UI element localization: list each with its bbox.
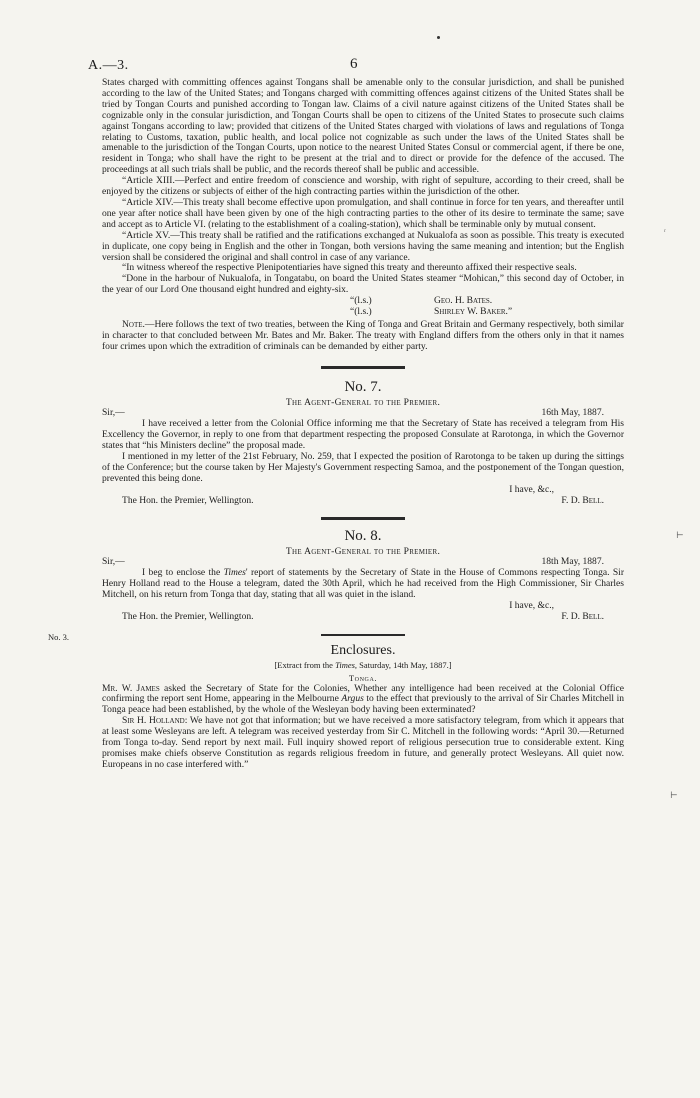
closing: I have, &c., bbox=[509, 600, 554, 612]
note-text: —Here follows the text of two treaties, between the King of Tonga and Great Britain and Germany respectively, both similar in character to that concluded between Mr. Bates and Mr. Baker. The treaty with England differs from the others only in that it names four crimes upon which the extradition of criminals can be demanded by either party. bbox=[102, 318, 624, 352]
section-divider bbox=[102, 362, 624, 373]
section-divider bbox=[102, 513, 624, 524]
seal-line bbox=[102, 307, 624, 318]
note-label: Note. bbox=[122, 318, 145, 330]
closing-line bbox=[102, 496, 624, 507]
salutation: Sir,— bbox=[102, 407, 125, 419]
letter-heading: The Agent-General to the Premier. bbox=[285, 545, 441, 557]
page-number: 6 bbox=[350, 56, 358, 72]
document-reference: A.—3. bbox=[88, 58, 129, 73]
enclosures-title: Enclosures. bbox=[330, 642, 396, 658]
seal-mark: “(l.s.) bbox=[350, 295, 372, 307]
margin-reference: No. 3. bbox=[48, 632, 70, 642]
paragraph-article-xiii: “Article XIII.—Perfect and entire freedom of conscience and worship, with right of sepulture, according to their creed, shall be enjoyed by the citizens or subjects of either of the high contracting parties within the jurisdiction of the other. bbox=[102, 175, 624, 198]
note-paragraph bbox=[102, 320, 624, 353]
addressee: The Hon. the Premier, Wellington. bbox=[122, 610, 254, 622]
ink-dot bbox=[437, 36, 440, 39]
extract-source: [Extract from the Times, Saturday, 14th May, 1887.] bbox=[274, 659, 452, 670]
letter-paragraph: I beg to enclose the Times' report of statements by the Secretary of State in the House of Commons respecting Tonga. Sir Henry Holland read to the House a telegram, dated the 30th April, which he had received from the High Commissioner, Sir Charles Mitchell, on his return from Tonga that day, stating that all was quiet in the island. bbox=[102, 567, 624, 601]
signature: F. D. Bell. bbox=[561, 494, 604, 506]
enclosure-paragraph: Sir H. Holland: We have not got that information; but we have received a more satisfactory telegram, from which it appears that at least some Wesleyans are left. A telegram was received yesterday from Sir C. Mitchell in the following words: “April 30.—Returned from Tonga to-day. Send report by next mail. Full inquiry showed report of religious persecution true to considerable extent. King promises make chiefs observe Constitution as regards religious freedom in future, and generally protect Wesleyans. All quiet now. Europeans in no case interfered with.” bbox=[102, 715, 624, 770]
closing: I have, &c., bbox=[509, 483, 554, 495]
margin-mark: ᵣ bbox=[664, 223, 667, 233]
salutation: Sir,— bbox=[102, 556, 125, 568]
paragraph-witness: “In witness whereof the respective Plenipotentiaries have signed this treaty and thereunto affixed their respective seals. bbox=[122, 262, 577, 274]
signature: F. D. Bell. bbox=[561, 610, 604, 622]
letter-paragraph: I have received a letter from the Colonial Office informing me that the Secretary of State has received a telegram from His Excellency the Governor, in reply to one from that department respecting the proposed Consulate at Rarotonga, in which the Governor states that “his Ministers decline” the proposal made. bbox=[102, 418, 624, 452]
letter-heading: The Agent-General to the Premier. bbox=[285, 396, 441, 408]
signatory-name: Geo. H. Bates. bbox=[434, 295, 493, 307]
margin-mark: ⊢ bbox=[670, 790, 678, 800]
enclosure-paragraph: Mr. W. James asked the Secretary of State for the Colonies, Whether any intelligence had been received at the Colonial Office confirming the report sent Home, appearing in the Melbourne Argus to the effect that previously to the arrival of Sir Charles Mitchell in Tonga peace had been established, by the whole of the Wesleyan body having been exterminated? bbox=[102, 682, 624, 716]
addressee: The Hon. the Premier, Wellington. bbox=[122, 494, 254, 506]
section-divider bbox=[102, 629, 624, 640]
letter-date: 18th May, 1887. bbox=[541, 556, 604, 568]
paragraph-article-xv: “Article XV.—This treaty shall be ratified and the ratifications exchanged at Nukualofa as soon as possible. This treaty is executed in duplicate, one copy being in English and the other in Tongan, both versions having the same meaning and intention; but the English version shall be considered the original and shall control in case of any variance. bbox=[102, 229, 624, 263]
seal-mark: “(l.s.) bbox=[350, 306, 372, 318]
document-body bbox=[102, 78, 624, 771]
signatory-name: Shirley W. Baker.” bbox=[434, 306, 513, 318]
letter-number: No. 7. bbox=[344, 378, 382, 395]
enclosure-subhead: Tonga. bbox=[348, 672, 378, 683]
letter-number: No. 8. bbox=[344, 527, 382, 544]
paragraph-done: “Done in the harbour of Nukualofa, in Tongatabu, on board the United States steamer “Mohican,” this second day of October, in the year of our Lord One thousand eight hundred and eighty-six. bbox=[102, 273, 624, 296]
closing-line bbox=[102, 612, 624, 623]
letter-paragraph: I mentioned in my letter of the 21st February, No. 259, that I expected the position of Rarotonga to be taken up during the sittings of the Conference; but the course taken by Her Majesty's Government respecting Samoa, and the postponement of the Tongan question, prevented this being done. bbox=[102, 451, 624, 484]
paragraph: States charged with committing offences against Tongans shall be amenable only to the consular jurisdiction, and shall be punished according to the law of the United States; and Tongans charged with committing offences against citizens of the United States shall be tried by Tongan Courts and punished according to Tongan law. Claims of a civil nature against citizens of the United States shall be cognizable only in the consular jurisdiction, and Tongan Courts shall be open to citizens of the United States to prosecute such claims against Tongans according to law; provided that citizens of the United States charged with violations of laws and regulations of Tonga relating to Customs, taxation, public health, and local police not cognizable as such under the laws of the United States shall be amenable to the jurisdiction of the Tongan Courts, upon notice to the nearest United States Consul or commercial agent, if there be one, resident in Tonga; who shall have the right to be present at the trial and to direct or provide for the defence of the accused. The proceedings at all such trials shall be public, and the records thereof shall be public and accessible. bbox=[102, 77, 624, 176]
letter-date: 16th May, 1887. bbox=[541, 407, 604, 419]
paragraph-article-xiv: “Article XIV.—This treaty shall become effective upon promulgation, and shall continue in force for ten years, and thereafter until one year after notice shall have been given by one of the high contracting parties to the other of its desire to terminate the same; save and accept as to Article VI. (relating to the establishment of a coaling-station), which shall be terminable only by mutual consent. bbox=[102, 196, 624, 230]
margin-mark: ⊢ bbox=[676, 530, 684, 540]
